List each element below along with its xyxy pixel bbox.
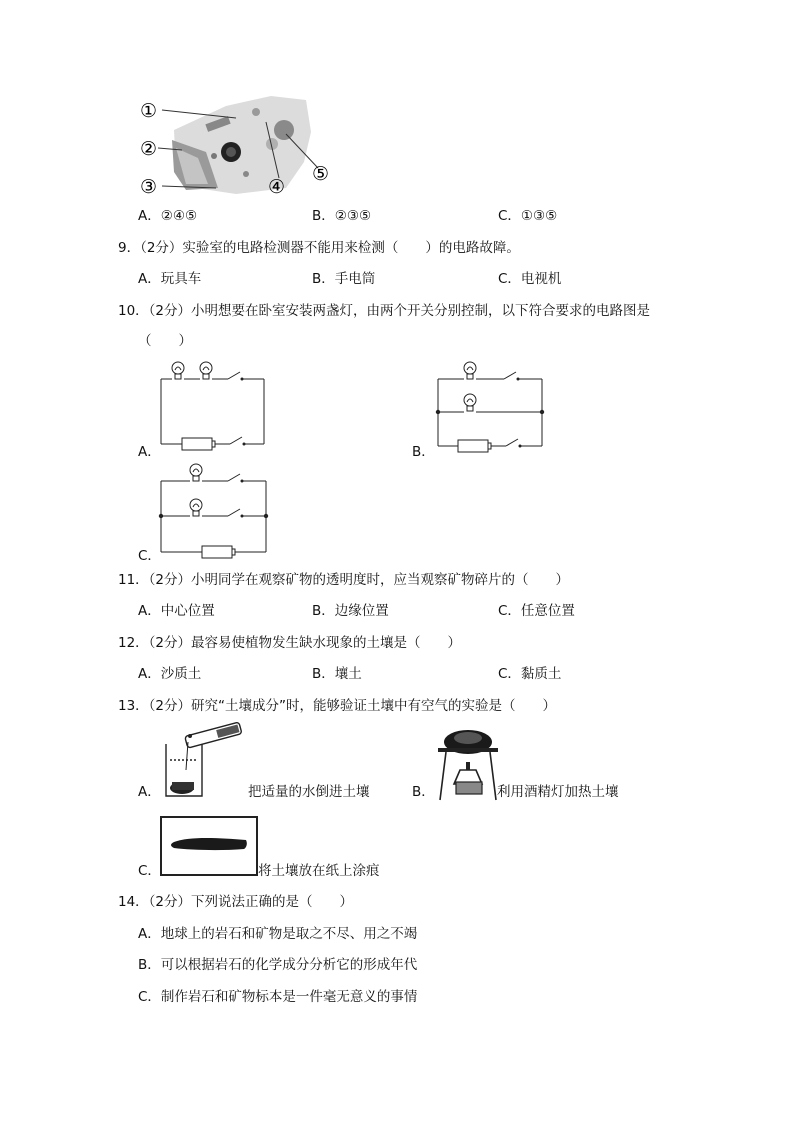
q10-stem-line1: 10．（2分）小明想要在卧室安装两盏灯，由两个开关分别控制，以下符合要求的电路图是	[118, 303, 651, 319]
q9-stem: 9．（2分）实验室的电路检测器不能用来检测（ ）的电路故障。	[118, 240, 520, 256]
q12-option-c[interactable]: C．黏质土	[498, 666, 562, 682]
q9-option-a[interactable]: A．玩具车	[138, 271, 202, 287]
q12-option-a[interactable]: A．沙质土	[138, 666, 202, 682]
marker-2: ②	[140, 138, 158, 160]
q11-option-a[interactable]: A．中心位置	[138, 603, 215, 619]
q14-option-a[interactable]: A．地球上的岩石和矿物是取之不尽、用之不竭	[138, 926, 418, 942]
marker-3: ③	[140, 176, 158, 198]
q11-option-b[interactable]: B．边缘位置	[312, 603, 389, 619]
q13-caption-b: 利用酒精灯加热土壤	[497, 784, 619, 800]
q10-label-a[interactable]: A．	[138, 444, 161, 460]
q8-option-b[interactable]: B．②③⑤	[312, 208, 372, 224]
marker-4: ④	[268, 176, 286, 198]
q10-label-b[interactable]: B．	[412, 444, 435, 460]
q8-option-c[interactable]: C．①③⑤	[498, 208, 558, 224]
q12-option-b[interactable]: B．壤土	[312, 666, 362, 682]
q14-stem: 14．（2分）下列说法正确的是（ ）	[118, 894, 354, 910]
q13-label-c[interactable]: C．	[138, 863, 161, 879]
q13-paper-figure	[160, 816, 260, 878]
q10-circuit-b	[434, 358, 546, 458]
q10-circuit-c	[158, 460, 272, 556]
q11-stem: 11．（2分）小明同学在观察矿物的透明度时，应当观察矿物碎片的（ ）	[118, 572, 570, 588]
q14-option-b[interactable]: B．可以根据岩石的化学成分分析它的形成年代	[138, 957, 418, 973]
q13-lamp-figure	[436, 722, 500, 804]
q10-stem-line2: （ ）	[138, 333, 192, 349]
q12-stem: 12．（2分）最容易使植物发生缺水现象的土壤是（ ）	[118, 635, 462, 651]
q13-caption-a: 把适量的水倒进土壤	[248, 784, 370, 800]
q10-label-c[interactable]: C．	[138, 548, 161, 564]
q13-beaker-figure	[160, 722, 250, 802]
q14-option-c[interactable]: C．制作岩石和矿物标本是一件毫无意义的事情	[138, 989, 418, 1005]
marker-5: ⑤	[312, 163, 330, 185]
q11-option-c[interactable]: C．任意位置	[498, 603, 575, 619]
marker-1: ①	[140, 100, 158, 122]
q8-option-a[interactable]: A．②④⑤	[138, 208, 198, 224]
q10-circuit-a	[158, 358, 270, 450]
q9-option-b[interactable]: B．手电筒	[312, 271, 376, 287]
q13-caption-c: 将土壤放在纸上涂痕	[258, 863, 380, 879]
q13-label-a[interactable]: A．	[138, 784, 161, 800]
q9-option-c[interactable]: C．电视机	[498, 271, 562, 287]
q8-specimen-figure	[136, 92, 346, 202]
q13-stem: 13．（2分）研究“土壤成分”时，能够验证土壤中有空气的实验是（ ）	[118, 698, 557, 714]
q13-label-b[interactable]: B．	[412, 784, 435, 800]
